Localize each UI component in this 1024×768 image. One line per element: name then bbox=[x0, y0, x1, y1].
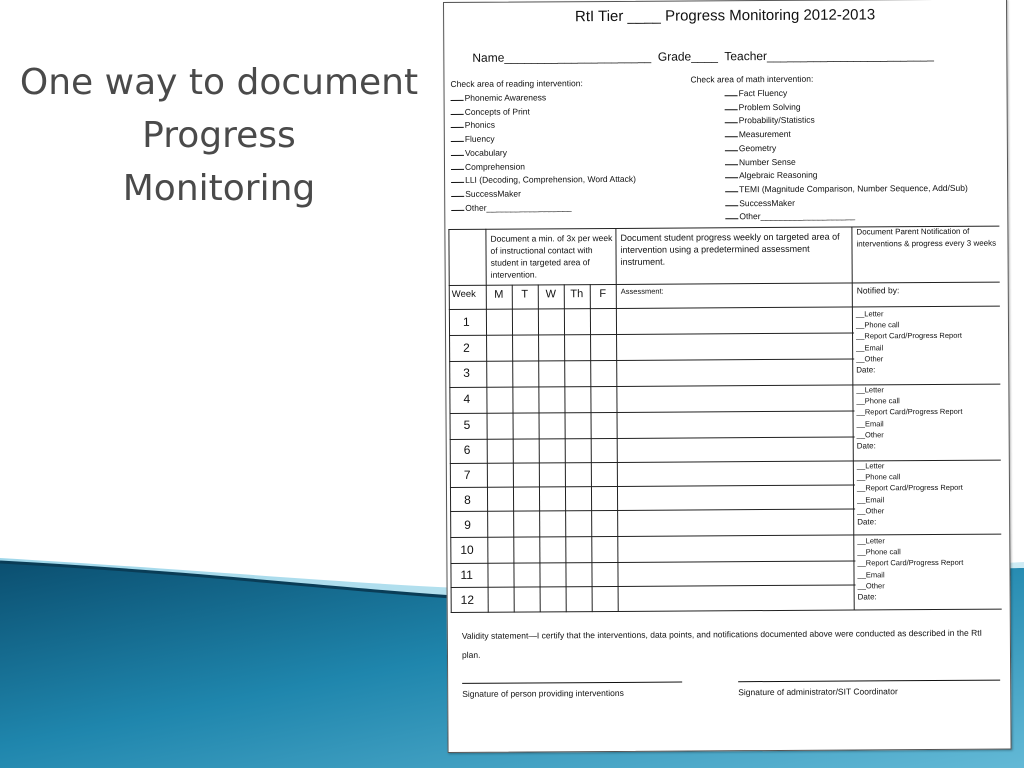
validity-statement: Validity statement—I certify that the interventions, data points, and notifications documented above were conducted as described in the RtI plan. bbox=[461, 627, 982, 660]
notify-option: __Report Card/Progress Report bbox=[857, 558, 964, 568]
reading-option: Fluency bbox=[451, 132, 636, 147]
math-options bbox=[725, 86, 969, 225]
week-number: 3 bbox=[463, 365, 470, 380]
notify-option: __Report Card/Progress Report bbox=[856, 331, 962, 341]
table-rule bbox=[451, 584, 856, 587]
notify-option: __Other bbox=[857, 581, 885, 591]
assessment-label: Assessment: bbox=[620, 286, 664, 296]
reading-option: Concepts of Print bbox=[451, 105, 636, 120]
table-col-rule bbox=[485, 229, 488, 613]
reading-option: Other__________________ bbox=[451, 200, 636, 215]
week-number: 10 bbox=[460, 542, 474, 557]
math-option: Algebraic Reasoning bbox=[725, 168, 968, 183]
notify-option: __Letter bbox=[856, 385, 884, 395]
table-rule bbox=[450, 410, 855, 413]
math-option: Geometry bbox=[725, 141, 968, 156]
notify-option: __Phone call bbox=[855, 320, 900, 330]
notify-date: Date: bbox=[856, 365, 876, 375]
table-rule bbox=[450, 436, 855, 439]
math-option: Measurement bbox=[725, 127, 968, 142]
notify-option: __Other bbox=[857, 506, 885, 516]
week-number: 11 bbox=[460, 567, 474, 582]
week-number: 1 bbox=[462, 314, 470, 329]
signature-label-right: Signature of administrator/SIT Coordinator bbox=[738, 686, 898, 698]
week-number: 8 bbox=[463, 492, 471, 507]
day-friday: F bbox=[599, 288, 607, 301]
table-border-left bbox=[448, 229, 451, 613]
notify-date: Date: bbox=[856, 441, 876, 451]
week-number: 2 bbox=[463, 340, 470, 355]
notify-option: __Letter bbox=[856, 461, 885, 471]
notify-option: __Other bbox=[856, 430, 884, 440]
table-rule bbox=[450, 484, 855, 487]
table-rule bbox=[449, 282, 1000, 286]
progress-monitoring-form bbox=[443, 0, 1012, 753]
notify-option: __Email bbox=[857, 569, 885, 580]
notify-option: __Other bbox=[856, 354, 884, 364]
day-wednesday: W bbox=[545, 288, 557, 301]
week-number: 6 bbox=[463, 442, 471, 457]
week-number: 9 bbox=[464, 517, 471, 532]
instruction-header: Document a min. of 3x per week of instructional contact with student in targeted area of intervention. bbox=[490, 232, 613, 280]
notify-option: __Report Card/Progress Report bbox=[856, 407, 963, 417]
math-option: Other____________________ bbox=[725, 209, 968, 224]
slide-title-line-2: Progress bbox=[142, 115, 296, 156]
signature-label-left: Signature of person providing interventions bbox=[462, 687, 624, 699]
slide-title-line-3: Monitoring bbox=[122, 168, 316, 209]
notification-block bbox=[857, 535, 963, 603]
form-title: RtI Tier ____ Progress Monitoring 2012-2013 bbox=[574, 6, 876, 26]
notify-option: __Phone call bbox=[856, 396, 900, 406]
week-number: 7 bbox=[463, 467, 471, 482]
week-number: 4 bbox=[463, 391, 471, 406]
week-label: Week bbox=[451, 288, 476, 300]
table-rule bbox=[449, 332, 854, 335]
signature-line-left bbox=[462, 682, 682, 684]
reading-option: LLI (Decoding, Comprehension, Word Attack) bbox=[451, 173, 636, 188]
table-rule bbox=[450, 508, 855, 511]
slide-title bbox=[0, 56, 438, 215]
day-tuesday: T bbox=[521, 288, 529, 301]
notification-block bbox=[856, 308, 962, 376]
reading-option: Comprehension bbox=[451, 159, 636, 174]
week-number: 12 bbox=[460, 592, 475, 607]
reading-option: Phonics bbox=[451, 118, 636, 133]
parent-notification-header: Document Parent Notification of interventions & progress every 3 weeks bbox=[856, 226, 997, 249]
notify-option: __Report Card/Progress Report bbox=[856, 483, 963, 493]
signature-line-right bbox=[738, 680, 1000, 683]
math-heading: Check area of math intervention: bbox=[690, 73, 814, 85]
table-col-rule bbox=[851, 227, 854, 611]
reading-option: Phonemic Awareness bbox=[451, 91, 636, 106]
notify-date: Date: bbox=[857, 517, 877, 527]
table-col-rule bbox=[615, 228, 618, 612]
math-option: Problem Solving bbox=[725, 100, 968, 115]
assessment-header: Document student progress weekly on targeted area of intervention using a predetermined assessment instrument. bbox=[620, 231, 840, 267]
day-thursday: Th bbox=[570, 288, 584, 301]
reading-heading: Check area of reading intervention: bbox=[450, 78, 583, 89]
notify-option: __Letter bbox=[855, 309, 884, 319]
notify-option: __Letter bbox=[857, 536, 885, 546]
slide-title-line-1: One way to document bbox=[19, 62, 419, 103]
math-option: Number Sense bbox=[725, 154, 968, 169]
monitoring-table bbox=[448, 226, 1001, 613]
reading-option: SuccessMaker bbox=[451, 187, 636, 202]
form-info-line: Name______________________ Grade____ Teacher_________________________ bbox=[472, 48, 934, 65]
math-option: TEMI (Magnitude Comparison, Number Sequence, Add/Sub) bbox=[725, 182, 968, 197]
table-rule bbox=[450, 560, 855, 563]
table-border-bottom bbox=[451, 609, 1002, 613]
week-number: 5 bbox=[463, 417, 471, 432]
notification-block bbox=[856, 384, 962, 452]
notification-block bbox=[857, 460, 963, 528]
table-rule bbox=[449, 358, 854, 361]
day-monday: M bbox=[494, 288, 504, 301]
notify-option: __Email bbox=[856, 342, 884, 353]
reading-options bbox=[451, 91, 637, 215]
math-option: Fact Fluency bbox=[725, 86, 968, 101]
notify-option: __Phone call bbox=[856, 472, 901, 482]
notify-option: __Email bbox=[857, 494, 885, 505]
reading-option: Vocabulary bbox=[451, 146, 636, 161]
notified-by-label: Notified by: bbox=[856, 285, 900, 296]
notify-option: __Email bbox=[856, 418, 884, 429]
notify-date: Date: bbox=[857, 592, 877, 602]
math-option: Probability/Statistics bbox=[725, 113, 968, 128]
notify-option: __Phone call bbox=[857, 547, 901, 557]
math-option: SuccessMaker bbox=[725, 195, 968, 210]
